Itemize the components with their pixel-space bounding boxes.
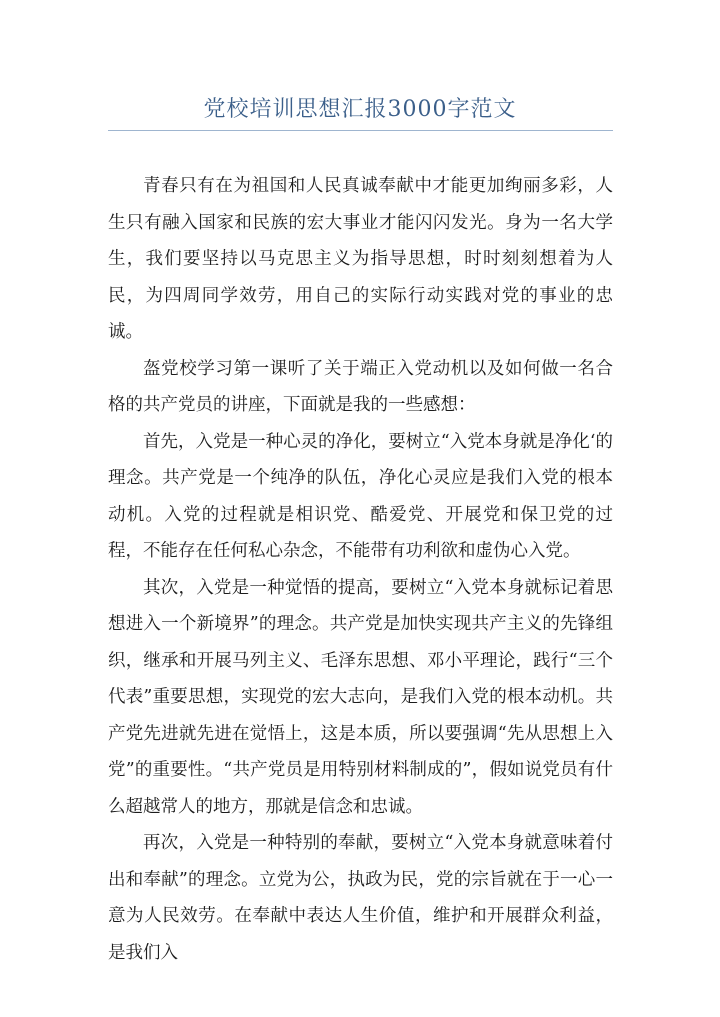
paragraph: 再次，入党是一种特别的奉献，要树立“入党本身就意味着付出和奉献”的理念。立党为公，执政为民，党的宗旨就在于一心一意为人民效劳。在奉献中表达人生价值，维护和开展群众利益，是我们入	[108, 833, 613, 963]
paragraph: 其次，入党是一种觉悟的提高，要树立“入党本身就标记着思想进入一个新境界”的理念。共产党是加快实现共产主义的先锋组织，继承和开展马列主义、毛泽东思想、邓小平理论，践行“三个代表”重要思想，实现党的宏大志向，是我们入党的根本动机。共产党先进就先进在觉悟上，这是本质，所以要强调“先从思想上入党”的重要性。“共产党员是用特别材料制成的”，假如说党员有什么超越常人的地方，那就是信念和忠诚。	[108, 577, 613, 817]
document-body	[108, 168, 613, 971]
document-title: 党校培训思想汇报3000字范文	[203, 97, 517, 122]
title-divider	[108, 130, 613, 131]
paragraph: 盔党校学习第一课听了关于端正入党动机以及如何做一名合格的共产党员的讲座，下面就是我的一些感想：	[108, 358, 613, 415]
paragraph: 首先，入党是一种心灵的净化，要树立“入党本身就是净化‘的理念。共产党是一个纯净的队伍，净化心灵应是我们入党的根本动机。入党的过程就是相识党、酷爱党、开展党和保卫党的过程，不能存在任何私心杂念，不能带有功利欲和虚伪心入党。	[108, 431, 613, 561]
paragraph: 青春只有在为祖国和人民真诚奉献中才能更加绚丽多彩，人生只有融入国家和民族的宏大事业才能闪闪发光。身为一名大学生，我们要坚持以马克思主义为指导思想，时时刻刻想着为人民，为四周同学效劳，用自己的实际行动实践对党的事业的忠诚。	[108, 176, 613, 342]
